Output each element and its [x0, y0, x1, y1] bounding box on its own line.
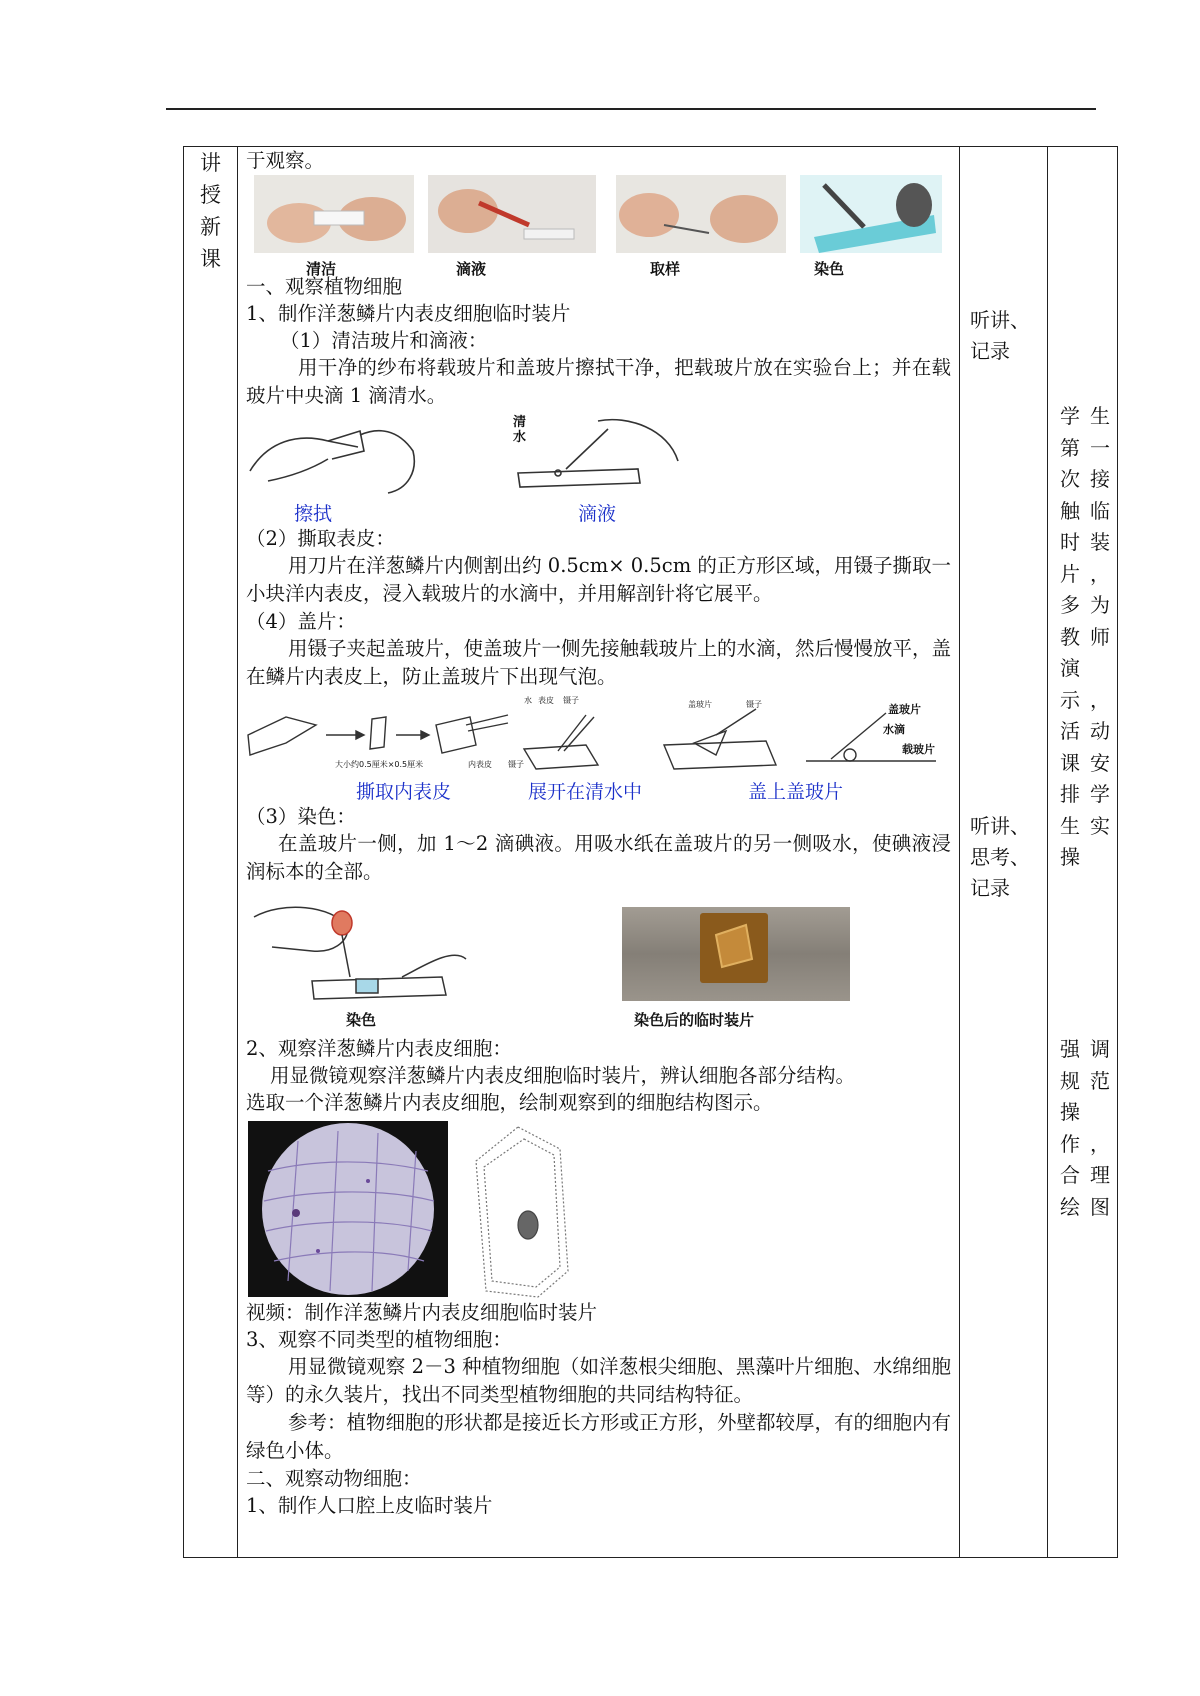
- peel-label-tweezer-2: 镊子: [563, 696, 579, 705]
- cover-label-slide: 载玻片: [902, 743, 935, 756]
- activity-block-2: [970, 811, 1030, 904]
- step3-title: （3）染色：: [246, 805, 356, 828]
- caption-drop: 滴液: [578, 503, 617, 525]
- cell-drawing: [476, 1127, 568, 1297]
- note-line: 学 生: [1060, 404, 1110, 428]
- caption-peel: 撕取内表皮: [356, 781, 452, 803]
- peel-label-water: 水: [524, 696, 532, 705]
- photo-caption-sample: 取样: [650, 260, 681, 278]
- note-line: 作，: [1060, 1131, 1110, 1156]
- peel-label-tweezer: 镊子: [508, 760, 524, 769]
- section1-title: 一、观察植物细胞: [246, 275, 403, 298]
- step4-title: （4）盖片：: [246, 610, 356, 633]
- note-line: 操: [1060, 1100, 1080, 1124]
- activity-line: 记录: [970, 876, 1010, 900]
- activity-block-1: [970, 305, 1030, 367]
- activity-line: 思考、: [970, 845, 1030, 869]
- note-line: 排 学: [1060, 782, 1110, 806]
- sub2-title: 2、观察洋葱鳞片内表皮细胞：: [246, 1037, 512, 1060]
- photo-stain: [800, 175, 942, 253]
- activity-line: 听讲、: [970, 308, 1030, 332]
- design-note-cell: [1048, 147, 1118, 1558]
- caption-stain: 染色: [346, 1011, 377, 1029]
- caption-cover: 盖上盖玻片: [748, 781, 844, 803]
- clean-drop-figure: [248, 411, 708, 499]
- stage-char: 授: [200, 183, 221, 207]
- note-line: 触 临: [1060, 498, 1110, 523]
- lesson-table: [183, 146, 1118, 1558]
- photo-caption-drop: 滴液: [456, 260, 487, 278]
- cover-label-droplet: 水滴: [883, 723, 905, 736]
- content-cell: [238, 147, 960, 1558]
- stage-cell: [184, 147, 238, 1558]
- sub1-title: 1、制作洋葱鳞片内表皮细胞临时装片: [246, 302, 571, 325]
- note-line: 时 装: [1060, 530, 1110, 554]
- note-line: 第 一: [1060, 435, 1110, 460]
- note-line: 演: [1060, 656, 1080, 680]
- photo-drop: [428, 175, 596, 253]
- sub2-text1: 用显微镜观察洋葱鳞片内表皮细胞临时装片，辨认细胞各部分结构。: [270, 1064, 856, 1087]
- section2-sub1: 1、制作人口腔上皮临时装片: [246, 1494, 493, 1517]
- activity-line: 听讲、: [970, 814, 1030, 838]
- photo-caption-clean: 清洁: [306, 260, 337, 278]
- note-line: 教 师: [1060, 624, 1110, 649]
- note-line: 规 范: [1060, 1068, 1110, 1093]
- stain-drawing: [254, 907, 466, 999]
- step1-title: （1）清洁玻片和滴液：: [280, 329, 488, 352]
- activity-line: 记录: [970, 339, 1010, 363]
- microscope-image: [248, 1121, 448, 1297]
- video-text: 视频：制作洋葱鳞片内表皮细胞临时装片: [246, 1301, 598, 1324]
- step4-text: 用镊子夹起盖玻片，使盖玻片一侧先接触载玻片上的水滴，然后慢慢放平，盖在鳞片内表皮上，防止盖玻片下出现气泡。: [246, 637, 952, 688]
- cover-label-coverslip-small: 盖玻片: [688, 700, 712, 709]
- stage-char: 课: [200, 247, 221, 271]
- sub3-text: 用显微镜观察 2－3 种植物细胞（如洋葱根尖细胞、黑藻叶片细胞、水绵细胞等）的永久装片，找出不同类型植物细胞的共同结构特征。: [246, 1355, 951, 1406]
- peel-label-size: 大小约0.5厘米×0.5厘米: [335, 760, 424, 769]
- design-note-1: [1060, 401, 1110, 874]
- caption-stained-slide: 染色后的临时装片: [634, 1011, 755, 1029]
- section2-title: 二、观察动物细胞：: [246, 1467, 422, 1490]
- caption-wipe: 擦拭: [294, 503, 333, 525]
- sub3-reference: 参考：植物细胞的形状都是接近长方形或正方形，外壁都较厚，有的细胞内有绿色小体。: [246, 1411, 952, 1462]
- note-line: 活 动: [1060, 719, 1110, 743]
- onion-cell-figure: [248, 1121, 588, 1299]
- note-line: 多 为: [1060, 593, 1110, 617]
- photo-sample: [616, 175, 786, 253]
- photo-caption-stain: 染色: [814, 260, 845, 278]
- design-note-2: [1060, 1034, 1110, 1223]
- sub2-text2: 选取一个洋葱鳞片内表皮细胞，绘制观察到的细胞结构图示。: [246, 1091, 773, 1114]
- step2-text: 用刀片在洋葱鳞片内侧割出约 0.5cm× 0.5cm 的正方形区域，用镊子撕取一小块洋内表皮，浸入载玻片的水滴中，并用解剖针将它展平。: [246, 554, 951, 605]
- note-line: 绘图: [1060, 1194, 1110, 1219]
- note-line: 强 调: [1060, 1037, 1110, 1061]
- stage-char: 讲: [200, 151, 221, 175]
- wipe-drawing: [250, 431, 414, 493]
- note-line: 课 安: [1060, 750, 1110, 775]
- drop-drawing: [518, 420, 678, 487]
- peel-label-inner: 内表皮: [468, 760, 492, 769]
- stain-figure: [252, 897, 852, 1007]
- step2-title: （2）撕取表皮：: [246, 527, 395, 550]
- peel-label-skin: 表皮: [538, 696, 554, 705]
- procedure-photos: [254, 175, 944, 257]
- step3-text: 在盖玻片一侧，加 1～2 滴碘液。用吸水纸在盖玻片的另一侧吸水，使碘液浸润标本的全部。: [246, 832, 951, 883]
- note-line: 次 接: [1060, 467, 1110, 491]
- caption-spread: 展开在清水中: [528, 781, 643, 803]
- cover-label-coverslip: 盖玻片: [888, 703, 921, 716]
- note-line: 合 理: [1060, 1163, 1110, 1187]
- student-activity-cell: [960, 147, 1048, 1558]
- photo-clean: [254, 175, 414, 253]
- step1-text: 用干净的纱布将载玻片和盖玻片擦拭干净，把载玻片放在实验台上；并在载玻片中央滴 1 滴清水。: [246, 356, 951, 407]
- sub3-title: 3、观察不同类型的植物细胞：: [246, 1328, 512, 1351]
- intro-text: 于观察。: [246, 149, 325, 172]
- note-line: 示，: [1060, 687, 1110, 712]
- clean-water-label: 清水: [513, 415, 527, 445]
- stage-char: 新: [200, 215, 221, 239]
- cover-label-tweezer: 镊子: [746, 700, 762, 709]
- note-line: 操: [1060, 845, 1080, 869]
- stained-slide-photo: [622, 907, 850, 1001]
- note-line: 生 实: [1060, 813, 1110, 838]
- header-rule: [166, 108, 1096, 110]
- note-line: 片，: [1060, 561, 1110, 586]
